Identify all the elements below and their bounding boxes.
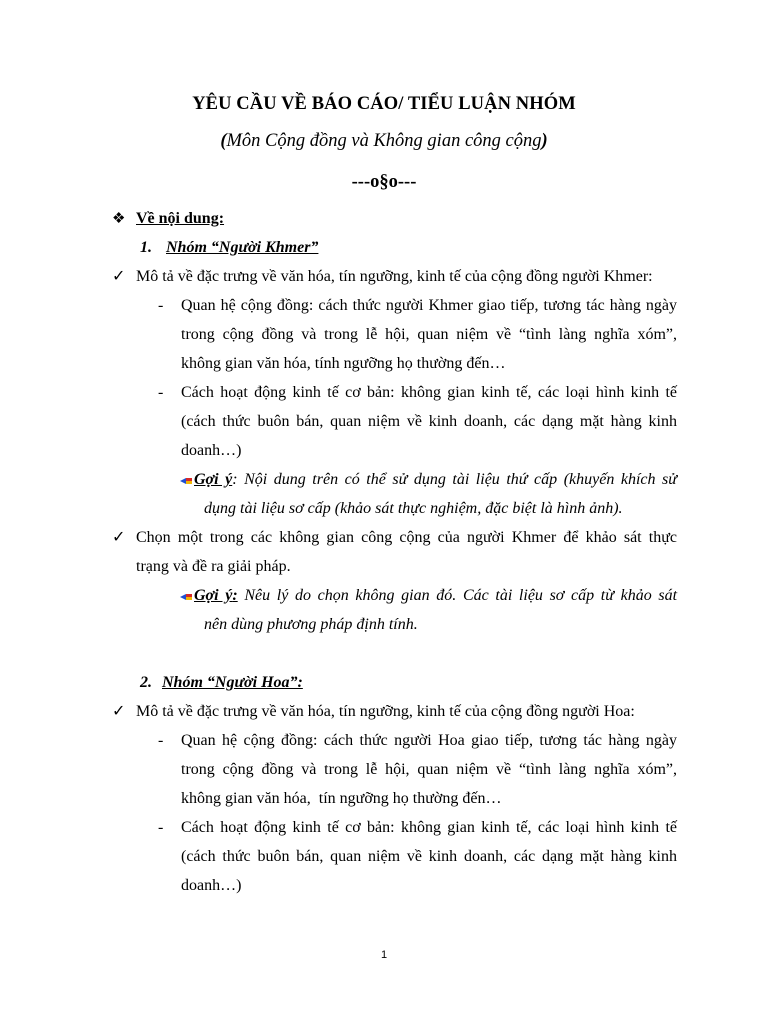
group1-sub1-line2: trong cộng đồng và trong lễ hội, quan niệm về “tình làng nghĩa xóm”, bbox=[181, 326, 677, 343]
group2-point1: Mô tả về đặc trưng về văn hóa, tín ngưỡng, kinh tế của cộng đồng người Hoa: bbox=[136, 703, 635, 720]
document-title: YÊU CẦU VỀ BÁO CÁO/ TIỂU LUẬN NHÓM bbox=[192, 94, 576, 114]
page-number: 1 bbox=[380, 949, 388, 961]
dash-bullet: - bbox=[158, 732, 164, 749]
group1-number: 1. bbox=[140, 239, 152, 256]
checkmark-icon: ✓ bbox=[112, 703, 126, 720]
group2-heading: Nhóm “Người Hoa”: bbox=[162, 674, 303, 691]
group2-sub1-line1: Quan hệ cộng đồng: cách thức người Hoa giao tiếp, tương tác hàng ngày bbox=[181, 732, 677, 749]
group1-hint2-line2: nên dùng phương pháp định tính. bbox=[204, 616, 418, 633]
group2-sub2-line2: (cách thức buôn bán, quan niệm về kinh doanh, các dạng mặt hàng kinh bbox=[181, 848, 677, 865]
document-subtitle bbox=[0, 131, 768, 152]
group1-point2-line2: trạng và đề ra giải pháp. bbox=[136, 558, 291, 575]
hint-pointer-icon bbox=[180, 591, 192, 603]
group1-hint1-line1 bbox=[194, 470, 677, 490]
group1-point1: Mô tả về đặc trưng về văn hóa, tín ngưỡng, kinh tế của cộng đồng người Khmer: bbox=[136, 268, 653, 285]
subtitle-text: Môn Cộng đồng và Không gian công cộng bbox=[226, 131, 542, 151]
group2-number: 2. bbox=[140, 674, 152, 691]
hint-label: Gợi ý bbox=[194, 587, 233, 604]
checkmark-icon: ✓ bbox=[112, 268, 126, 285]
group1-sub1-line1: Quan hệ cộng đồng: cách thức người Khmer giao tiếp, tương tác hàng ngày bbox=[181, 297, 677, 314]
group2-sub2-line1: Cách hoạt động kinh tế cơ bản: không gian kinh tế, các loại hình kinh tế bbox=[181, 819, 677, 836]
dash-bullet: - bbox=[158, 384, 164, 401]
diamond-bullet-icon: ❖ bbox=[112, 211, 126, 227]
dash-bullet: - bbox=[158, 297, 164, 314]
title-separator: ---o§o--- bbox=[351, 172, 417, 192]
hint-colon: : bbox=[232, 587, 238, 604]
group1-sub2-line3: doanh…) bbox=[181, 442, 242, 459]
group1-point2-line1: Chọn một trong các không gian công cộng của người Khmer để khảo sát thực bbox=[136, 529, 677, 546]
group2-sub2-line3: doanh…) bbox=[181, 877, 242, 894]
group1-sub1-line3: không gian văn hóa, tính ngưỡng họ thường đến… bbox=[181, 355, 506, 372]
group1-hint2-line1 bbox=[194, 586, 677, 606]
hint-text: Nêu lý do chọn không gian đó. Các tài liệu sơ cấp từ khảo sát bbox=[244, 587, 678, 604]
group1-heading: Nhóm “Người Khmer” bbox=[166, 239, 319, 256]
group1-sub2-line2: (cách thức buôn bán, quan niệm về kinh doanh, các dạng mặt hàng kinh bbox=[181, 413, 677, 430]
hint-text: Nội dung trên có thể sử dụng tài liệu thứ cấp (khuyến khích sử bbox=[244, 471, 678, 488]
dash-bullet: - bbox=[158, 819, 164, 836]
hint-colon: : bbox=[232, 471, 238, 488]
subtitle-open-paren: ( bbox=[220, 131, 227, 151]
group2-sub1-line2: trong cộng đồng và trong lễ hội, quan niệm về “tình làng nghĩa xóm”, bbox=[181, 761, 677, 778]
hint-label: Gợi ý bbox=[194, 471, 233, 488]
subtitle-close-paren: ) bbox=[541, 131, 548, 151]
hint-pointer-icon bbox=[180, 475, 192, 487]
group2-sub1-line3: không gian văn hóa, tín ngưỡng họ thường đến… bbox=[181, 790, 502, 807]
checkmark-icon: ✓ bbox=[112, 529, 126, 546]
section-heading: Về nội dung: bbox=[136, 210, 225, 227]
group1-hint1-line2: dụng tài liệu sơ cấp (khảo sát thực nghiệm, đặc biệt là hình ảnh). bbox=[204, 500, 623, 517]
group1-sub2-line1: Cách hoạt động kinh tế cơ bản: không gian kinh tế, các loại hình kinh tế bbox=[181, 384, 677, 401]
